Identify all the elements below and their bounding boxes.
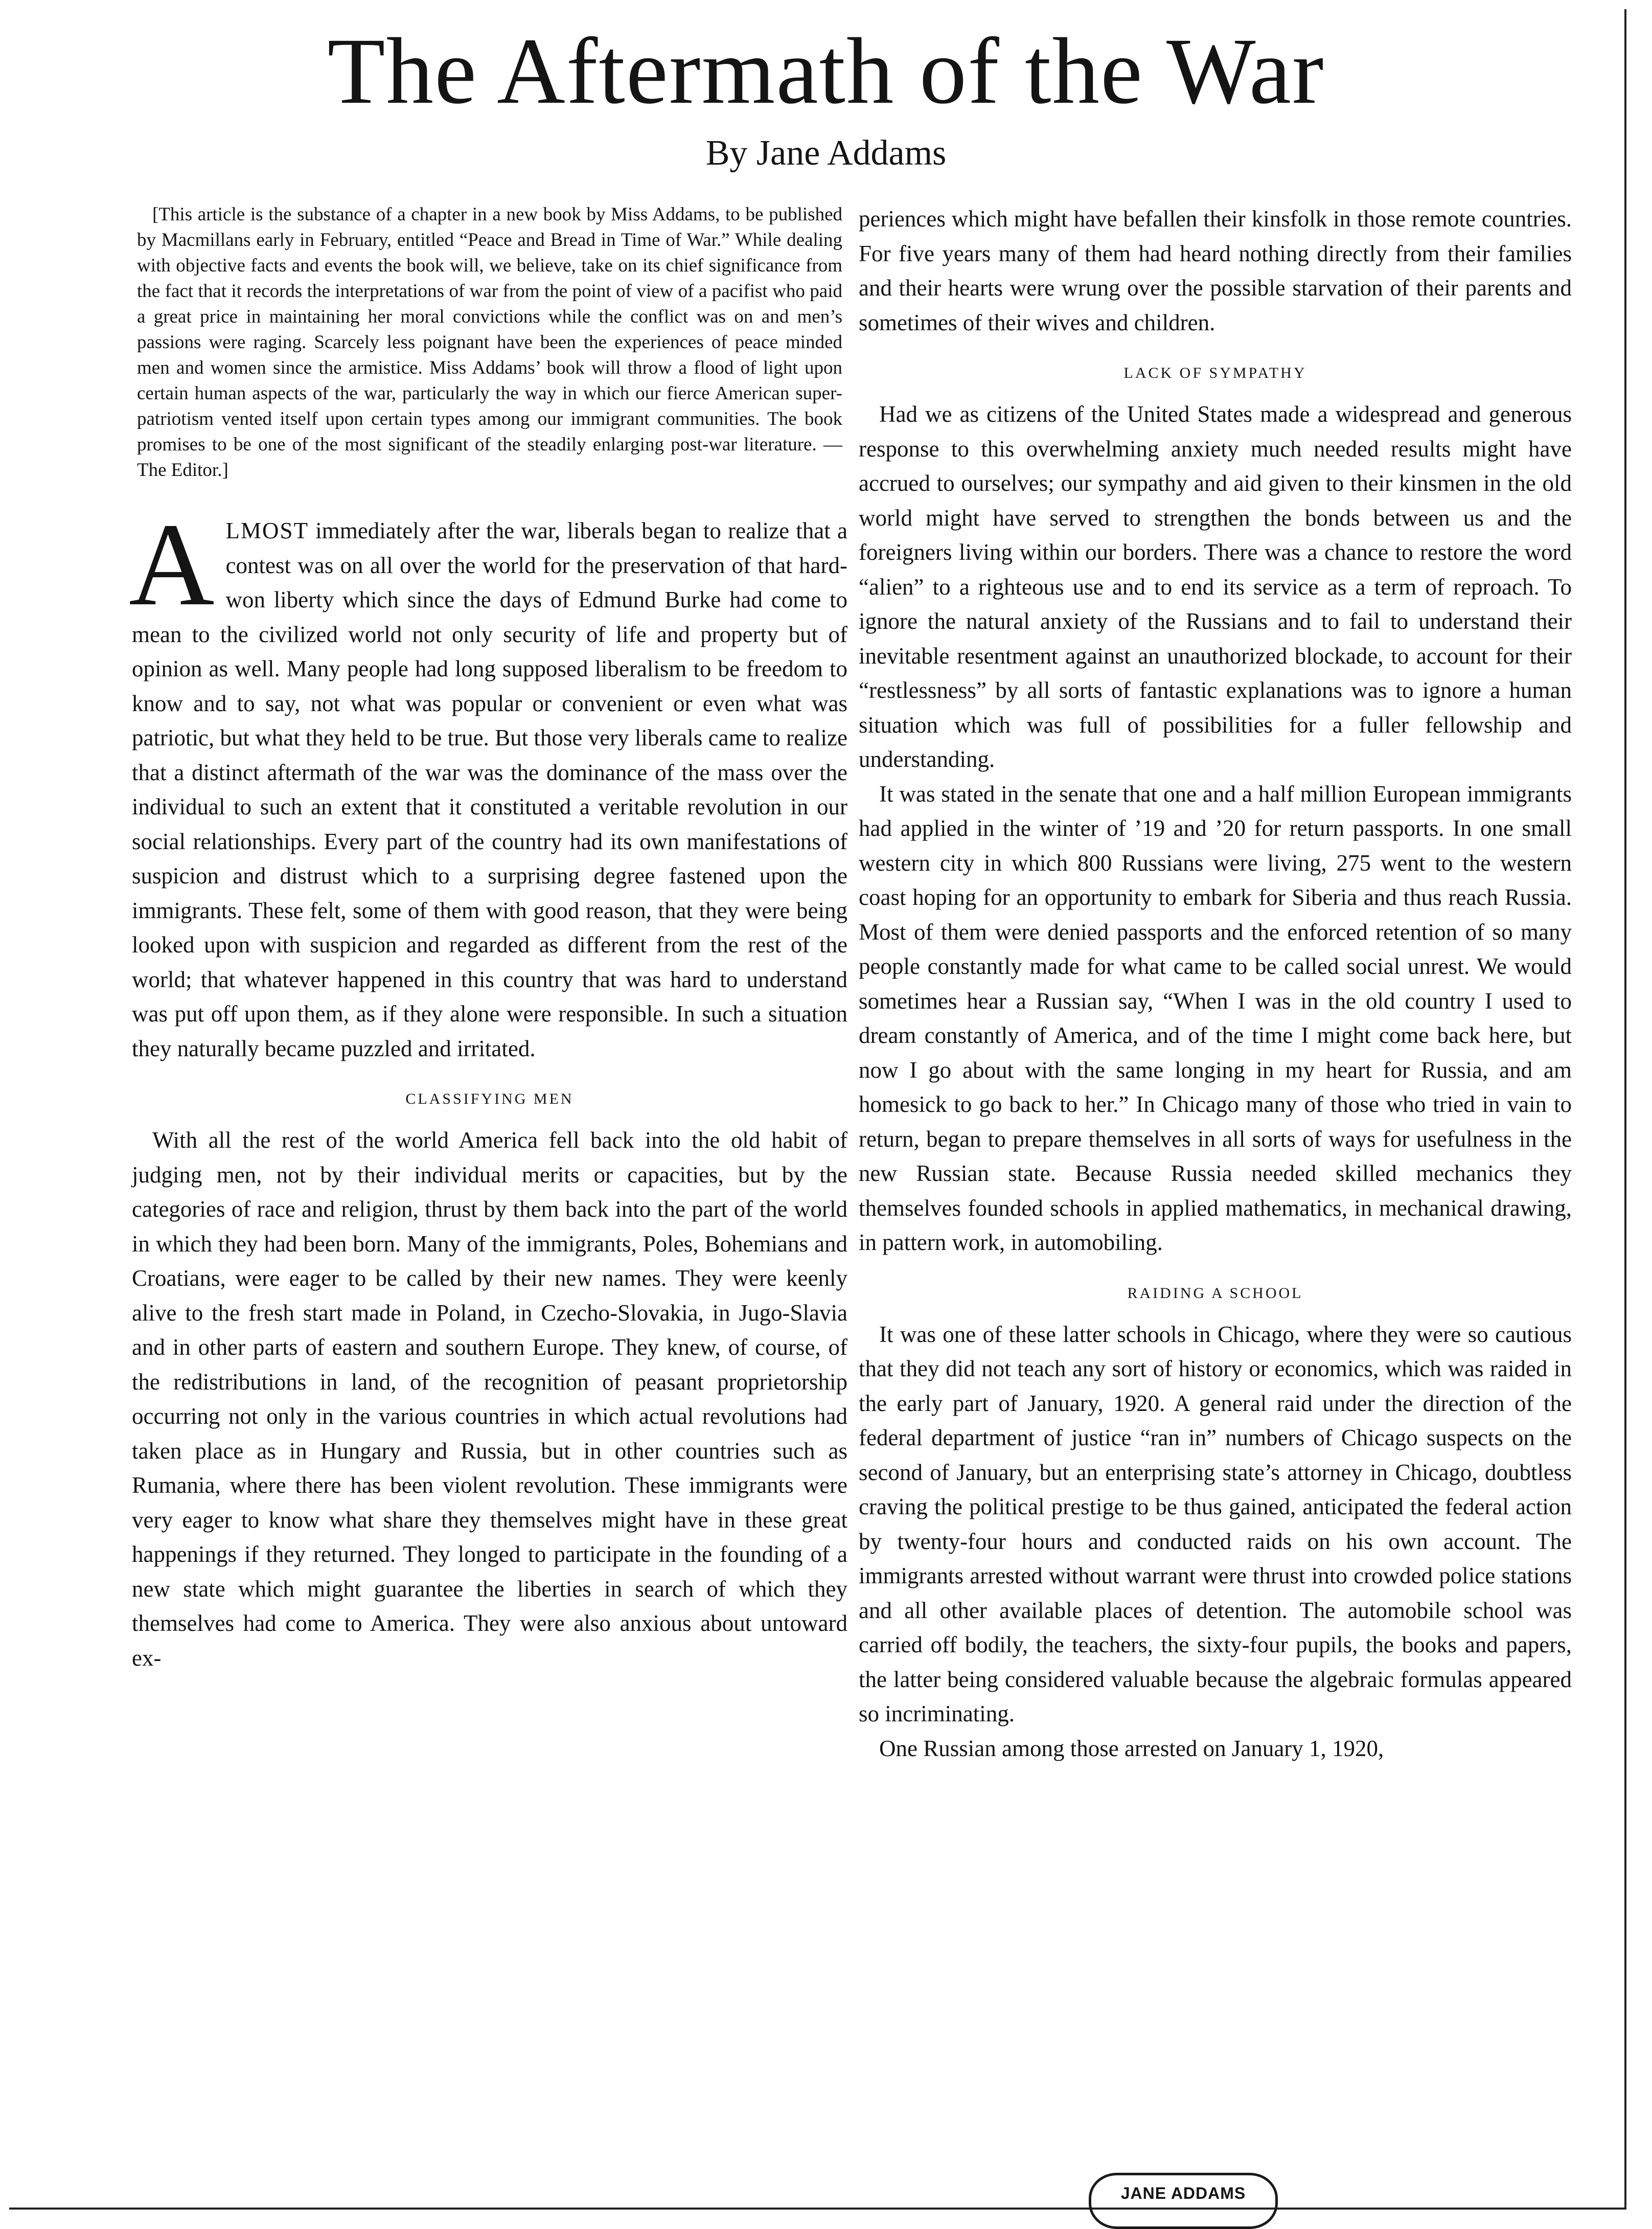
editor-note: [This article is the substance of a chapter in a new book by Miss Addams, to be published by Macmillans early in February, entitled “Peace and Bread in Time of War.” While dealing with objective facts and events the book will, we believe, take on its chief significance from the fact that it records the interpretations of war from the point of view of a pacifist who paid a great price in maintaining her moral convictions while the conflict was on and men’s passions were raging. Scarcely less poignant have been the experiences of peace minded men and women since the armistice. Miss Addams’ book will throw a flood of light upon certain human aspects of the war, particularly the way in which our fierce American super-patriotism vented itself upon certain types among our immigrant communities. The book promises to be one of the most significant of the steadily enlarging post-war literature. —The Editor.] [137, 204, 842, 481]
continuation-paragraph: periences which might have befallen their kinsfolk in those remote countries. For five years many of them had heard nothing directly from their families and their hearts were wrung over the possible starvation of their parents and sometimes of their wives and children. [859, 206, 1572, 335]
raiding-paragraph-2: One Russian among those arrested on January 1, 1920, [879, 1735, 1384, 1761]
opening-paragraph [129, 499, 847, 1066]
article-title: The Aftermath of the War [327, 19, 1325, 124]
library-stamp: JANE ADDAMS [1089, 2173, 1278, 2229]
section-heading-raiding: RAIDING A SCHOOL [1127, 1284, 1303, 1302]
classifying-paragraph: With all the rest of the world America fell back into the old habit of judging men, not by their individual merits or capacities, but by the categories of race and religion, thrust by them back into the part of the world in which they had been born. Many of the immigrants, Poles, Bohemians and Croatians, were eager to be called by their new names. They were keenly alive to the fresh start made in Poland, in Czecho-Slovakia, in Jugo-Slavia and in other parts of eastern and southern Europe. They knew, of course, of the redistributions in land, of the recognition of peasant proprietorship occurring not only in the various countries in which actual revolutions had taken place as in Hungary and Russia, but in other countries such as Rumania, where there has been violent revolution. These immigrants were very eager to know what share they themselves might have in these great happenings if they returned. They longed to participate in the founding of a new state which might guarantee the liberties in search of which they themselves had come to America. They were also anxious about untoward ex- [132, 1127, 847, 1671]
drop-cap: A [129, 499, 215, 630]
opening-text [132, 514, 847, 1066]
section-heading-classifying: CLASSIFYING MEN [405, 1090, 574, 1107]
section-heading-sympathy: LACK OF SYMPATHY [1123, 365, 1307, 381]
left-column [129, 202, 847, 1675]
right-column [859, 202, 1572, 1766]
sympathy-paragraph-2: It was stated in the senate that one and a half million European immigrants had applied in the winter of ’19 and ’20 for return passports. In one small western city in which 800 Russians were living, 275 went to the western coast hoping for an opportunity to embark for Siberia and thus reach Russia. Most of them were denied passports and the enforced retention of so many people constantly made for what came to be called social unrest. We would sometimes hear a Russian say, “When I was in the old country I used to dream constantly of America, and of the time I might come back here, but now I go about with the same longing in my heart for Russia, and am homesick to go back to her.” In Chicago many of those who tried in vain to return, began to prepare themselves in all sorts of ways for usefulness in the new Russian state. Because Russia needed skilled mechanics they themselves founded schools in applied mathematics, in mechanical drawing, in pattern work, in automobiling. [859, 781, 1572, 1255]
opening-body: immediately after the war, liberals began to realize that a contest was on all over the world for the preservation of that hard-won liberty which since the days of Edmund Burke had come to mean to the civilized world not only security of life and property but of opinion as well. Many people had long supposed liberalism to be freedom to know and to say, not what was popular or convenient or even what was patriotic, but what they held to be true. But those very liberals came to realize that a distinct aftermath of the war was the dominance of the mass over the individual to such an extent that it constituted a veritable revolution in our social relationships. Every part of the country had its own manifestations of suspicion and distrust which to a surprising degree fastened upon the immigrants. These felt, some of them with good reason, that they were being looked upon with suspicion and regarded as different from the rest of the world; that whatever happened in this country that was hard to understand was put off upon them, as if they alone were responsible. In such a situation they naturally became puzzled and irritated. [132, 518, 847, 1061]
sympathy-paragraph-1: Had we as citizens of the United States made a widespread and generous response to this overwhelming anxiety much needed results might have accrued to ourselves; our sympathy and aid given to their kinsmen in the old world might have served to strengthen the bonds between us and the foreigners living within our borders. There was a chance to restore the word “alien” to a righteous use and to end its service as a term of reproach. To ignore the natural anxiety of the Russians and to fail to understand their inevitable resentment against an unauthorized blockade, to account for their “restlessness” by all sorts of fantastic explanations was to ignore a human situation which was full of possibilities for a fuller fellowship and understanding. [859, 401, 1572, 772]
lead-word: LMOST [225, 518, 309, 543]
raiding-paragraph-1: It was one of these latter schools in Chicago, where they were so cautious that they did not teach any sort of history or economics, which was raided in the early part of January, 1920. A general raid under the direction of the federal department of justice “ran in” numbers of Chicago suspects on the second of January, but an enterprising state’s attorney in Chicago, doubtless craving the political prestige to be thus gained, anticipated the federal action by twenty-four hours and conducted raids on his own account. The immigrants arrested without warrant were thrust into crowded police stations and all other available places of detention. The automobile school was carried off bodily, the teachers, the sixty-four pupils, the books and papers, the latter being considered valuable because the algebraic formulas appeared so incriminating. [859, 1321, 1572, 1726]
byline: By Jane Addams [705, 133, 947, 173]
